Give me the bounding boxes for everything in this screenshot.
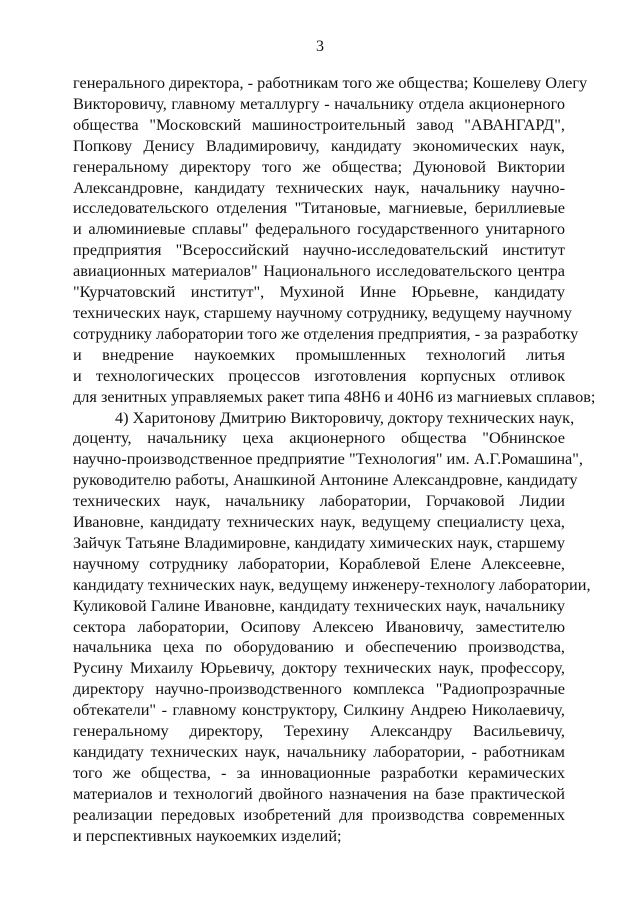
text-line: кандидату технических наук, ведущему инженеру-технологу лаборатории, (73, 574, 591, 594)
text-line: Зайчук Татьяне Владимировне, кандидату химических наук, старшему (73, 532, 565, 552)
document-body (73, 73, 596, 847)
text-line: директору научно-производственного комплекса "Радиопрозрачные (73, 679, 565, 699)
text-line: исследовательского отделения "Титановые, магниевые, бериллиевые (73, 198, 565, 218)
paragraph-item-4 (73, 407, 591, 847)
text-line: сектора лаборатории, Осипову Алексею Ивановичу, заместителю (73, 616, 565, 636)
text-line: предприятия "Всероссийский научно-исследовательский институт (73, 240, 565, 260)
text-line: руководителю работы, Анашкиной Антонине Александровне, кандидату (73, 470, 578, 490)
text-line: и перспективных наукоемких изделий; (73, 825, 342, 845)
text-line: технических наук, старшему научному сотруднику, ведущему научному (73, 302, 572, 322)
text-line: научному сотруднику лаборатории, Кораблевой Елене Алексеевне, (73, 553, 565, 573)
text-line: доценту, начальнику цеха акционерного общества "Обнинское (73, 428, 565, 448)
text-line: генеральному директору того же общества; Дуюновой Виктории (73, 156, 565, 176)
text-line: обтекатели" - главному конструктору, Силкину Андрею Николаевичу, (73, 700, 565, 720)
text-line: кандидату технических наук, начальнику лаборатории, - работникам (73, 742, 565, 761)
text-line: научно-производственное предприятие "Технология" им. А.Г.Ромашина", (73, 449, 583, 469)
text-line: того же общества, - за инновационные разработки керамических (73, 762, 565, 782)
text-line: начальника цеха по оборудованию и обеспечению производства, (73, 637, 565, 657)
text-line: материалов и технологий двойного назначения на базе практической (73, 783, 565, 803)
text-line: авиационных материалов" Национального исследовательского центра (73, 261, 565, 281)
text-line: Ивановне, кандидату технических наук, ведущему специалисту цеха, (73, 512, 565, 532)
text-line: 4) Харитонову Дмитрию Викторовичу, доктору технических наук, (115, 407, 575, 427)
text-line: генерального директора, - работникам того же общества; Кошелеву Олегу (73, 73, 588, 92)
page-number: 3 (316, 38, 324, 55)
text-line: Русину Михаилу Юрьевичу, доктору технических наук, профессору, (73, 658, 565, 678)
text-line: реализации передовых изобретений для производства современных (73, 804, 565, 824)
text-line: Куликовой Галине Ивановне, кандидату технических наук, начальнику (73, 595, 565, 615)
text-line: технических наук, начальнику лаборатории, Горчаковой Лидии (73, 491, 565, 511)
text-line: Викторовичу, главному металлургу - начальнику отдела акционерного (73, 93, 565, 113)
text-line: общества "Московский машиностроительный завод "АВАНГАРД", (73, 114, 565, 134)
text-line: и технологических процессов изготовления корпусных отливок (73, 365, 565, 385)
text-line: "Курчатовский институт", Мухиной Инне Юрьевне, кандидату (73, 282, 565, 302)
text-line: для зенитных управляемых ракет типа 48Н6 и 40Н6 из магниевых сплавов; (73, 386, 596, 406)
text-line: и внедрение наукоемких промышленных технологий литья (73, 344, 565, 364)
paragraph-continuation (73, 73, 596, 408)
text-line: генеральному директору, Терехину Александру Васильевичу, (73, 721, 565, 741)
text-line: Александровне, кандидату технических наук, начальнику научно- (73, 177, 565, 197)
text-line: сотруднику лаборатории того же отделения предприятия, - за разработку (73, 323, 579, 343)
text-line: Попкову Денису Владимировичу, кандидату экономических наук, (73, 135, 565, 155)
text-line: и алюминиевые сплавы" федерального государственного унитарного (73, 219, 565, 239)
